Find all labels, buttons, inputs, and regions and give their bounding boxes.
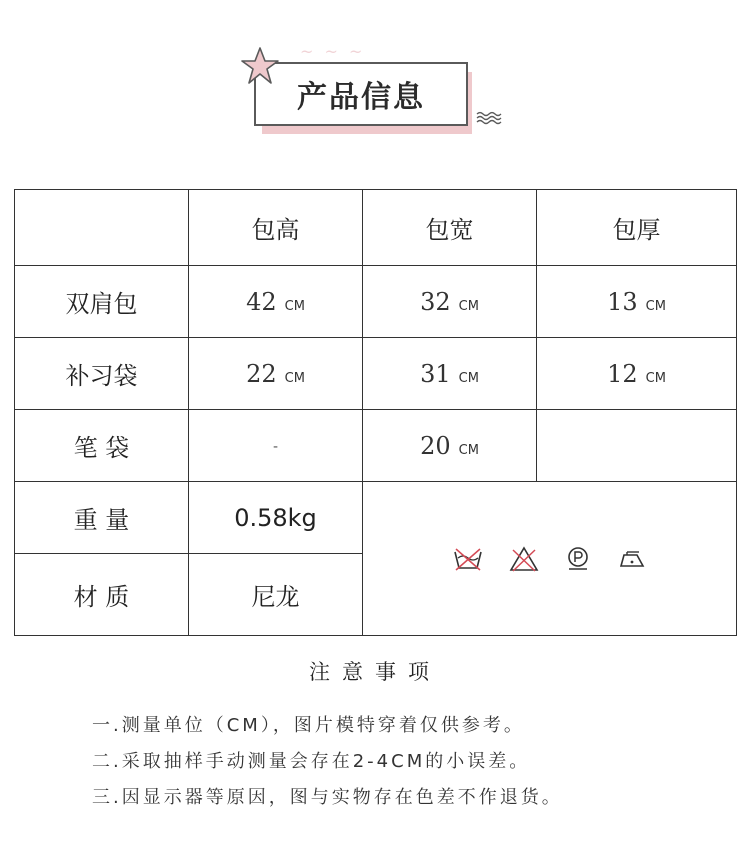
note-item: 三.因显示器等原因，图与实物存在色差不作退货。 [92, 787, 563, 808]
cell-value: 13 [607, 287, 638, 316]
cell-value: 32 [420, 287, 451, 316]
star-icon [240, 46, 280, 86]
row-label-backpack: 双肩包 [15, 266, 189, 338]
table-row [15, 266, 737, 338]
cell-value: 22 [246, 359, 277, 388]
table-cell [189, 410, 363, 482]
table-cell-empty [537, 410, 737, 482]
row-label-material: 材 质 [15, 554, 189, 636]
care-icons-cell [363, 482, 737, 636]
section-title-badge [240, 40, 510, 145]
table-cell [363, 410, 537, 482]
row-label-pencil-case: 笔 袋 [15, 410, 189, 482]
cell-empty-dash: - [272, 439, 279, 455]
table-header-empty [15, 190, 189, 266]
table-row [15, 482, 737, 554]
iron-low-heat-icon [617, 546, 647, 576]
row-label-weight: 重 量 [15, 482, 189, 554]
table-header-row [15, 190, 737, 266]
cell-value: 42 [246, 287, 277, 316]
cell-value: 12 [607, 359, 638, 388]
dry-clean-p-icon [565, 546, 591, 576]
column-header-depth: 包厚 [537, 190, 737, 266]
cell-unit: CM [458, 370, 479, 386]
table-cell [363, 338, 537, 410]
waves-icon [476, 110, 502, 126]
cell-unit: CM [645, 370, 666, 386]
care-icons [363, 546, 736, 576]
column-header-width: 包宽 [363, 190, 537, 266]
decorative-script: ~ ~ ~ [300, 42, 366, 61]
table-row [15, 338, 737, 410]
cell-unit: CM [458, 442, 479, 458]
note-item: 二.采取抽样手动测量会存在2-4CM的小误差。 [92, 751, 531, 772]
table-cell [189, 338, 363, 410]
cell-value: 20 [420, 431, 451, 460]
notes-title: 注意事项 [309, 660, 441, 684]
cell-unit: CM [458, 298, 479, 314]
column-header-height: 包高 [189, 190, 363, 266]
table-row [15, 410, 737, 482]
note-item: 一.测量单位（CM），图片模特穿着仅供参考。 [92, 715, 525, 736]
cell-unit: CM [284, 298, 305, 314]
material-value: 尼龙 [189, 554, 363, 636]
spec-table [14, 189, 737, 636]
row-label-tutoring-bag: 补习袋 [15, 338, 189, 410]
cell-unit: CM [284, 370, 305, 386]
table-cell [537, 338, 737, 410]
table-cell [537, 266, 737, 338]
cell-value: 31 [420, 359, 451, 388]
page-title: 产品信息 [297, 80, 425, 115]
weight-value: 0.58kg [189, 482, 363, 554]
cell-unit: CM [645, 298, 666, 314]
table-cell [189, 266, 363, 338]
notes-list [92, 712, 563, 820]
do-not-wash-icon [453, 546, 483, 576]
table-cell [363, 266, 537, 338]
do-not-bleach-icon [509, 546, 539, 576]
